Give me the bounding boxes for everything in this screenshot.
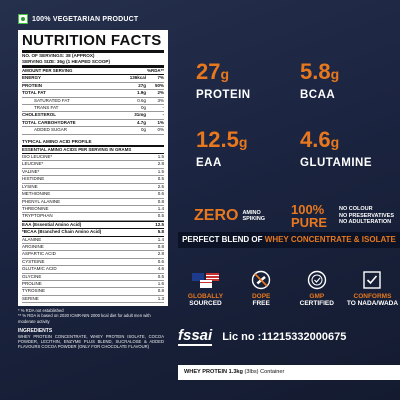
stat-label: EAA [196, 157, 222, 169]
badge-sub: CERTIFIED [299, 300, 334, 307]
eaa-row-amount: 1.5 [157, 154, 164, 160]
eaa-row [22, 191, 164, 198]
nutrient-row-dv: 3% [157, 97, 164, 103]
neaa-list [22, 237, 164, 304]
nutrition-facts-title: NUTRITION FACTS [22, 33, 164, 53]
eaa-row-name: VALINE* [22, 168, 40, 174]
neaa-row-amount: 0.5 [157, 273, 164, 279]
flags-icon [192, 270, 220, 290]
servings-count: NO. OF SERVINGS: 38 (APPROX) [22, 53, 95, 58]
eaa-row-name: THREONINE [22, 205, 49, 211]
zero-spiking [194, 203, 272, 229]
stat-protein [196, 60, 251, 101]
veg-mark-icon [18, 14, 28, 24]
stat-eaa [196, 128, 247, 169]
license-row [178, 328, 400, 346]
neaa-row-name: GLUTAMIC ACID [22, 266, 57, 272]
license-label: Lic no : [222, 331, 262, 343]
eaa-row [22, 213, 164, 220]
nutrient-header-dv: %RDA** [147, 68, 164, 73]
neaa-row-name: ALANINE [22, 236, 42, 242]
nutrient-row-name: ENERGY [22, 75, 42, 81]
nutrient-header-name: AMOUNT PER SERVING [22, 68, 73, 73]
nutrient-row [22, 98, 164, 105]
stat-label: GLUTAMINE [300, 157, 373, 169]
stat-glutamine [300, 128, 372, 169]
neaa-row-amount: 1.3 [157, 295, 164, 301]
neaa-row-amount: 0.8 [157, 243, 164, 249]
eaa-row [22, 176, 164, 183]
license-number: 11215332000675 [261, 331, 347, 343]
neaa-row-amount: 0.6 [157, 258, 164, 264]
nutrient-row [22, 105, 164, 112]
badge-title: GMP [309, 293, 325, 300]
nutrient-list [22, 75, 164, 134]
footnote-2: ** % RDA is based on 2020 ICMR-NIN 2000 kcal diet for adult men with moderate activity [18, 313, 151, 324]
eaa-row-amount: 0.5 [157, 176, 164, 182]
nutrient-row-name: SATURATED FAT [34, 97, 70, 103]
badge-row [178, 270, 400, 307]
bcaa-total-name: *BCAA (Branched Chain Amino Acid) [22, 229, 102, 235]
bcaa-total-amount: 5.8 [157, 229, 164, 235]
neaa-row-amount: 1.6 [157, 280, 164, 286]
container-rest: (3lbs) Container [242, 369, 285, 375]
nutrient-header [22, 68, 164, 75]
stat-bcaa [300, 60, 339, 101]
eaa-row-amount: 2.8 [157, 161, 164, 167]
nutrient-row-dv: 7% [157, 75, 164, 81]
amino-profile-title: TYPICAL AMINO ACID PROFILE [22, 139, 164, 147]
badge-title: CONFORMS [353, 293, 392, 300]
nutrient-row-dv: - [162, 112, 164, 118]
neaa-row-name: ARGININE [22, 243, 44, 249]
nutrient-row-amount: 4.7g [136, 119, 146, 125]
eaa-row-amount: 1.5 [157, 168, 164, 174]
nutrient-row [22, 112, 164, 119]
neaa-row-amount: 0.8 [157, 288, 164, 294]
eaa-row [22, 206, 164, 213]
neaa-row-name: ASPARTIC ACID [22, 251, 56, 257]
eaa-row-amount: 1.4 [157, 205, 164, 211]
nutrient-row-dv: 0% [157, 127, 164, 133]
nutrient-row-dv: - [162, 105, 164, 111]
highlights-panel [178, 0, 400, 400]
eaa-row-amount: 0.8 [157, 198, 164, 204]
pure-sub-2: NO PRESERVATIVES [338, 212, 394, 219]
nutrient-row-amount: 1.9g [136, 90, 146, 96]
neaa-row-name: PROLINE [22, 280, 42, 286]
nutrition-panel [18, 0, 168, 400]
stat-value: 12.5g [196, 127, 248, 152]
eaa-header-label: ESSENTIAL AMINO ACIDS PER SERVING IN GRAMS [22, 146, 132, 152]
eaa-list [22, 154, 164, 221]
badge-title: DOPE [251, 293, 271, 300]
nutrient-row [22, 90, 164, 97]
zero-text: ZERO [194, 207, 239, 224]
promo-row [194, 203, 394, 229]
eaa-total-row [22, 221, 164, 229]
pure-subs [339, 206, 394, 226]
eaa-row-name: METHIONINE [22, 191, 51, 197]
badge-globally-sourced [178, 270, 233, 307]
neaa-row-amount: 4.6 [157, 266, 164, 272]
badge-sub: SOURCED [189, 300, 222, 307]
nutrient-row-name: CHOLESTEROL [22, 112, 57, 118]
stat-value: 27g [196, 59, 230, 84]
nutrient-row-name: TOTAL CARBOHYDRATE [22, 119, 76, 125]
eaa-row-amount: 0.5 [157, 213, 164, 219]
nutrient-row-amount: 31mg [134, 112, 146, 118]
eaa-header [22, 147, 164, 154]
stat-value: 5.8g [300, 59, 340, 84]
nutrient-row-dv: 50% [154, 82, 164, 88]
badge-nada-wada [345, 270, 400, 307]
nutrient-row-amount: 0.6g [137, 97, 146, 103]
nutrient-row-dv: 2% [157, 90, 164, 96]
zero-sub: AMINO SPIKING [242, 209, 266, 222]
neaa-row-name: CYSTEINE [22, 258, 45, 264]
eaa-row-name: TRYPTOPHAN [22, 213, 53, 219]
container-strip [178, 365, 400, 380]
veg-badge [18, 14, 168, 24]
fssai-logo: fssai [178, 327, 213, 344]
ingredients-title: INGREDIENTS [18, 327, 53, 334]
bcaa-total-row [22, 229, 164, 236]
eaa-row [22, 184, 164, 191]
neaa-row [22, 244, 164, 251]
badge-title: GLOBALLY [187, 293, 224, 300]
nutrient-row [22, 83, 164, 90]
footnote-1: * % RDA not established [18, 308, 64, 314]
nutrient-row-dv: 1% [157, 119, 164, 125]
neaa-row [22, 281, 164, 288]
eaa-row [22, 199, 164, 206]
pure-sub-1: NO COLOUR [338, 206, 373, 213]
nutrient-row-amount: 136kcal [129, 75, 146, 81]
eaa-total-name: EAA (Essential Amino Acid) [22, 221, 82, 227]
blend-banner [178, 232, 400, 248]
neaa-row [22, 237, 164, 244]
nutrient-row [22, 120, 164, 127]
eaa-row-amount: 0.6 [157, 191, 164, 197]
eaa-row-name: PHENYL ALANINE [22, 198, 61, 204]
syringe-cross-icon [247, 270, 275, 290]
neaa-row-amount: 2.8 [157, 251, 164, 257]
veg-label: 100% VEGETARIAN PRODUCT [32, 15, 139, 23]
neaa-row [22, 251, 164, 258]
eaa-row-amount: 2.5 [157, 183, 164, 189]
nutrient-row-amount: 27g [138, 82, 146, 88]
neaa-row-name: SERINE [22, 295, 39, 301]
neaa-row [22, 288, 164, 295]
badge-sub: TO NADA/WADA [346, 300, 399, 307]
badge-dope-free [234, 270, 289, 307]
pure-text: 100% PURE [290, 202, 328, 230]
eaa-row-name: HISTIDINE [22, 176, 45, 182]
pure-claim [291, 203, 394, 229]
pure-sub-3: NO ADULTERATION [338, 219, 392, 226]
neaa-row [22, 259, 164, 266]
stat-value: 4.6g [300, 127, 340, 152]
nutrient-row [22, 75, 164, 82]
nutrient-row-amount: 0g [140, 105, 146, 111]
gmp-icon [303, 270, 331, 290]
badge-gmp-certified [289, 270, 344, 307]
license-text [222, 331, 346, 343]
serving-size: SERVING SIZE: 36g (1 HEAPED SCOOP) [22, 59, 164, 68]
nutrient-row-name: PROTEIN [22, 82, 43, 88]
neaa-row-name: GLYCINE [22, 273, 42, 279]
neaa-row [22, 296, 164, 303]
neaa-row [22, 274, 164, 281]
eaa-row [22, 169, 164, 176]
nutrient-row-name: TRANS FAT [34, 105, 59, 111]
nutrient-row-name: TOTAL FAT [22, 90, 46, 96]
neaa-row-name: TYROSINE [22, 288, 46, 294]
nutrient-row [22, 127, 164, 134]
neaa-row-amount: 1.4 [157, 236, 164, 242]
stat-label: PROTEIN [196, 89, 251, 101]
eaa-row [22, 161, 164, 168]
banner-pre: PERFECT BLEND OF [182, 235, 265, 244]
ingredients-text: WHEY PROTEIN CONCENTRATE, WHEY PROTEIN ISOLATE, COCOA POWDER, LECITHIN, ENZYME PLUS BLEND, SUCRALOSE & ADDED FLAVOURS COCOA POWDER (ONLY FOR CHOCOLATE FLAVOUR) [18, 333, 164, 350]
badge-sub: FREE [252, 300, 270, 307]
banner-highlight: WHEY CONCENTRATE & ISOLATE [264, 235, 396, 244]
eaa-row-name: ISO LEUCINE* [22, 154, 53, 160]
neaa-row [22, 266, 164, 273]
container-bold: WHEY PROTEIN 1.3kg [184, 369, 243, 375]
nutrition-facts-table [18, 30, 168, 306]
check-icon [358, 270, 386, 290]
eaa-row [22, 154, 164, 161]
nutrient-row-name: ADDED SUGAR [34, 127, 68, 133]
eaa-row-name: LEUCINE* [22, 161, 44, 167]
nutrient-row-amount: 0g [140, 127, 146, 133]
eaa-total-amount: 12.5 [155, 221, 164, 227]
eaa-row-name: LYSINE [22, 183, 38, 189]
stat-label: BCAA [300, 89, 336, 101]
footnotes [18, 308, 164, 324]
